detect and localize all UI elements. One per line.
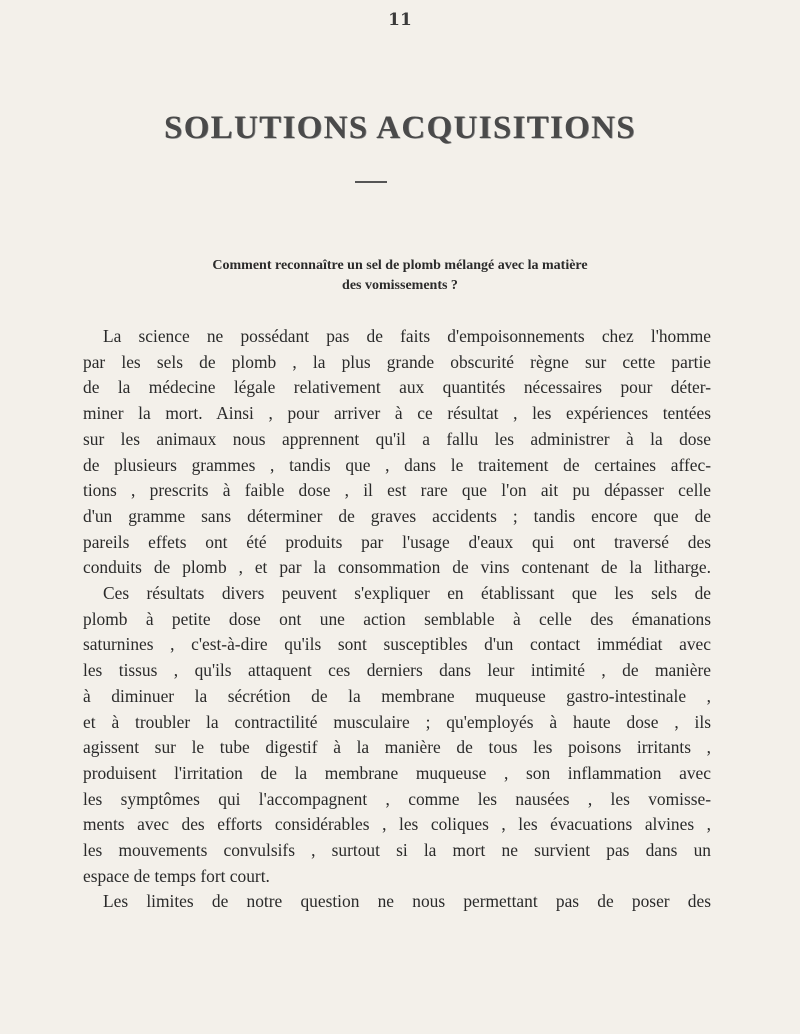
body-line: à diminuer la sécrétion de la membrane muqueuse gastro-intestinale ,	[83, 685, 711, 706]
body-line: d'un gramme sans déterminer de graves accidents ; tandis encore que de	[83, 505, 711, 526]
body-line: espace de temps fort court.	[83, 865, 270, 886]
body-line: La science ne possédant pas de faits d'empoisonnements chez l'homme	[103, 326, 711, 346]
body-line: de plusieurs grammes , tandis que , dans le traitement de certaines affec-	[83, 454, 711, 475]
body-line: plomb à petite dose ont une action semblable à celle des émanations	[83, 608, 711, 629]
body-line: Les limites de notre question ne nous permettant pas de poser des	[103, 891, 711, 912]
body-line: sur les animaux nous apprennent qu'il a fallu les administrer à la dose	[83, 428, 711, 449]
question-title	[140, 256, 660, 296]
section-heading-text: SOLUTIONS ACQUISITIONS	[164, 110, 636, 146]
body-text	[83, 324, 711, 915]
body-line: ments avec des efforts considérables , les coliques , les évacuations alvines ,	[83, 814, 711, 835]
title-divider	[355, 181, 387, 183]
body-line: de la médecine légale relativement aux quantités nécessaires pour déter-	[83, 377, 711, 398]
question-title-line-2: des vomissements ?	[342, 278, 458, 293]
body-line: et à troubler la contractilité musculaire ; qu'employés à haute dose , ils	[83, 711, 711, 732]
body-line: par les sels de plomb , la plus grande obscurité règne sur cette partie	[83, 351, 711, 372]
page-number: 11	[388, 10, 412, 30]
body-line: pareils effets ont été produits par l'usage d'eaux qui ont traversé des	[83, 531, 711, 552]
body-line: les symptômes qui l'accompagnent , comme les nausées , les vomisse-	[83, 788, 711, 809]
body-line: miner la mort. Ainsi , pour arriver à ce résultat , les expériences tentées	[83, 403, 711, 424]
body-line: saturnines , c'est-à-dire qu'ils sont susceptibles d'un contact immédiat avec	[83, 634, 711, 655]
body-line: produisent l'irritation de la membrane muqueuse , son inflammation avec	[83, 762, 711, 783]
body-line: les tissus , qu'ils attaquent ces derniers dans leur intimité , de manière	[83, 660, 711, 681]
body-line: Ces résultats divers peuvent s'expliquer en établissant que les sels de	[103, 583, 711, 604]
body-line: tions , prescrits à faible dose , il est rare que l'on ait pu dépasser celle	[83, 480, 711, 501]
question-title-line-1: Comment reconnaître un sel de plomb mélangé avec la matière	[212, 258, 588, 273]
section-heading	[0, 110, 800, 147]
body-line: conduits de plomb , et par la consommation de vins contenant de la litharge.	[83, 557, 711, 578]
body-line: les mouvements convulsifs , surtout si la mort ne survient pas dans un	[83, 840, 711, 861]
body-line: agissent sur le tube digestif à la manière de tous les poisons irritants ,	[83, 737, 711, 758]
